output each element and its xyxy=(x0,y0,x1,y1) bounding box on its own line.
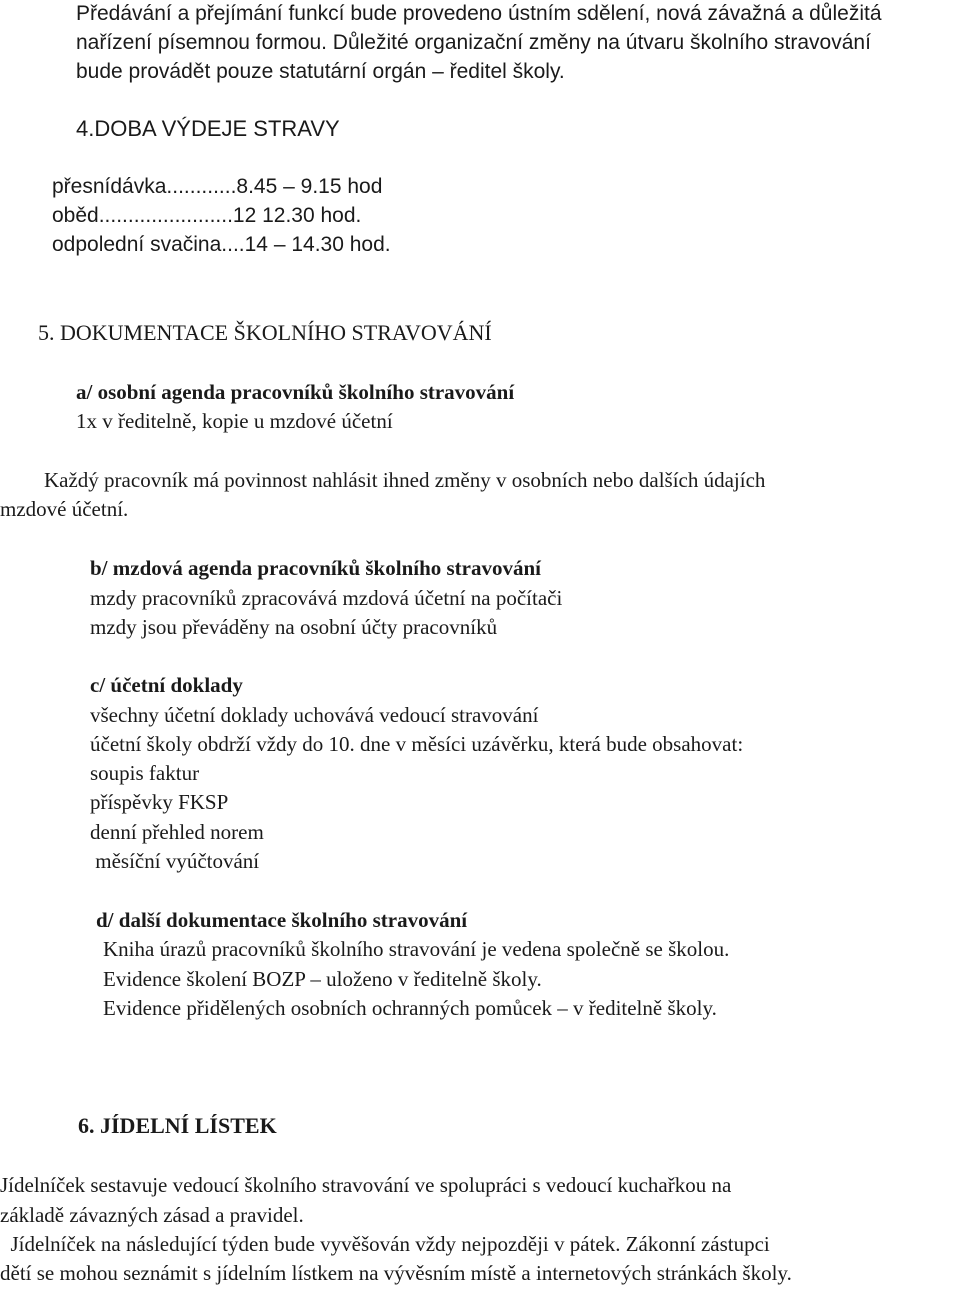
meal-time-line: přesnídávka............8.45 – 9.15 hod xyxy=(52,175,383,198)
section-4-heading: 4.DOBA VÝDEJE STRAVY xyxy=(76,116,340,141)
section-5-heading: 5. DOKUMENTACE ŠKOLNÍHO STRAVOVÁNÍ xyxy=(38,320,492,345)
subsection-a-title: a/ osobní agenda pracovníků školního stravování xyxy=(76,380,515,404)
subsection-d-line: Kniha úrazů pracovníků školního stravování je vedena společně se školou. xyxy=(103,937,730,961)
subsection-a-note: Každý pracovník má povinnost nahlásit ihned změny v osobních nebo dalších údajích xyxy=(44,468,766,492)
section-6-heading: 6. JÍDELNÍ LÍSTEK xyxy=(78,1113,277,1138)
subsection-c-line: příspěvky FKSP xyxy=(90,790,229,814)
subsection-d-line: Evidence přidělených osobních ochranných pomůcek – v ředitelně školy. xyxy=(103,996,717,1020)
subsection-c-line: všechny účetní doklady uchovává vedoucí stravování xyxy=(90,703,539,727)
subsection-b-line: mzdy pracovníků zpracovává mzdová účetní na počítači xyxy=(90,586,563,610)
subsection-c-line: měsíční vyúčtování xyxy=(90,849,260,873)
section-6-line: Jídelníček sestavuje vedoucí školního stravování ve spolupráci s vedoucí kuchařkou na xyxy=(0,1173,732,1197)
intro-line: bude provádět pouze statutární orgán – ředitel školy. xyxy=(76,60,565,83)
section-6-line: základě závazných zásad a pravidel. xyxy=(0,1203,304,1227)
subsection-c-line: soupis faktur xyxy=(90,761,200,785)
meal-time-line: oběd.......................12 12.30 hod. xyxy=(52,204,362,227)
section-6-line: Jídelníček na následující týden bude vyvěšován vždy nejpozději v pátek. Zákonní zástupci xyxy=(0,1232,770,1256)
subsection-a-note: mzdové účetní. xyxy=(0,497,129,521)
subsection-c-line: denní přehled norem xyxy=(90,820,264,844)
meal-time-line: odpolední svačina....14 – 14.30 hod. xyxy=(52,233,391,256)
subsection-b-title: b/ mzdová agenda pracovníků školního stravování xyxy=(90,556,542,580)
section-6-line: dětí se mohou seznámit s jídelním lístkem na vývěsním místě a internetových stránkách školy. xyxy=(0,1261,792,1285)
intro-line: nařízení písemnou formou. Důležité organizační změny na útvaru školního stravování xyxy=(76,31,871,54)
subsection-d-title: d/ další dokumentace školního stravování xyxy=(96,908,468,932)
intro-line: Předávání a přejímání funkcí bude provedeno ústním sdělení, nová závažná a důležitá xyxy=(76,2,882,25)
subsection-d-line: Evidence školení BOZP – uloženo v ředitelně školy. xyxy=(103,967,542,991)
subsection-a-line: 1x v ředitelně, kopie u mzdové účetní xyxy=(76,409,393,433)
subsection-b-line: mzdy jsou převáděny na osobní účty pracovníků xyxy=(90,615,498,639)
subsection-c-line: účetní školy obdrží vždy do 10. dne v měsíci uzávěrku, která bude obsahovat: xyxy=(90,732,744,756)
subsection-c-title: c/ účetní doklady xyxy=(90,673,243,697)
